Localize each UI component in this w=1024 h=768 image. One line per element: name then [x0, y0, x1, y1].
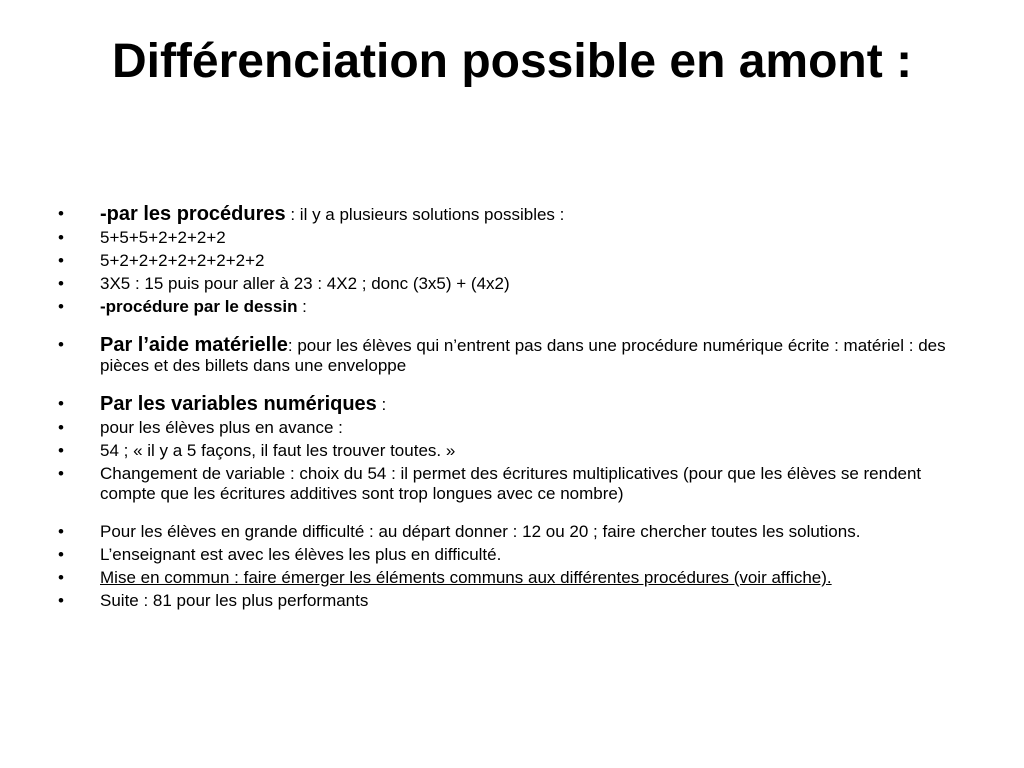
bullet-icon: •: [58, 274, 64, 293]
list-item: [58, 335, 968, 376]
item-lead: Par les variables numériques: [100, 393, 377, 415]
list-item: [58, 251, 968, 271]
bullet-icon: •: [58, 228, 64, 247]
bullet-list: [58, 204, 968, 614]
bullet-icon: •: [58, 394, 64, 413]
list-item: [58, 568, 968, 588]
item-text: : pour les élèves qui n’entrent pas dans une procédure numérique écrite : matériel : des pièces et des billets dans une enveloppe: [100, 336, 946, 375]
bullet-icon: •: [58, 251, 64, 270]
list-item: [58, 464, 968, 504]
bullet-icon: •: [58, 522, 64, 541]
list-item: [58, 274, 968, 294]
list-item: [58, 418, 968, 438]
list-item: [58, 545, 968, 565]
list-item: [58, 228, 968, 248]
item-text: Changement de variable : choix du 54 : il permet des écritures multiplicatives (pour que les élèves se rendent compte que les écritures additives sont trop longues avec ce nombre): [100, 464, 922, 503]
bullet-icon: •: [58, 335, 64, 354]
bullet-icon: •: [58, 464, 64, 483]
item-text: 5+5+5+2+2+2+2: [100, 228, 226, 247]
bullet-icon: •: [58, 568, 64, 587]
item-text: :: [376, 395, 387, 414]
list-item: [58, 297, 968, 317]
item-text: L’enseignant est avec les élèves les plus en difficulté.: [100, 545, 502, 564]
item-text: pour les élèves plus en avance :: [100, 418, 343, 437]
bullet-icon: •: [58, 545, 64, 564]
item-text: Pour les élèves en grande difficulté : au départ donner : 12 ou 20 ; faire chercher toutes les solutions.: [100, 522, 861, 541]
item-text: 3X5 : 15 puis pour aller à 23 : 4X2 ; donc (3x5) + (4x2): [100, 274, 510, 293]
slide-title: Différenciation possible en amont :: [111, 35, 913, 88]
item-text: 5+2+2+2+2+2+2+2+2: [100, 251, 265, 270]
item-lead: -par les procédures: [100, 203, 286, 225]
item-text: :: [297, 297, 307, 316]
item-lead: -procédure par le dessin: [100, 297, 298, 316]
list-item: [58, 204, 968, 225]
list-item: [58, 522, 968, 542]
list-item: [58, 441, 968, 461]
bullet-icon: •: [58, 418, 64, 437]
item-text: Mise en commun : faire émerger les éléments communs aux différentes procédures (voir affiche).: [100, 568, 832, 587]
bullet-icon: •: [58, 297, 64, 316]
bullet-icon: •: [58, 591, 64, 610]
list-item: [58, 394, 968, 415]
item-text: Suite : 81 pour les plus performants: [100, 591, 369, 610]
item-text: 54 ; « il y a 5 façons, il faut les trouver toutes. »: [100, 441, 456, 460]
bullet-icon: •: [58, 204, 64, 223]
bullet-icon: •: [58, 441, 64, 460]
list-item: [58, 591, 968, 611]
item-text: : il y a plusieurs solutions possibles :: [285, 205, 565, 224]
item-lead: Par l’aide matérielle: [100, 334, 288, 356]
